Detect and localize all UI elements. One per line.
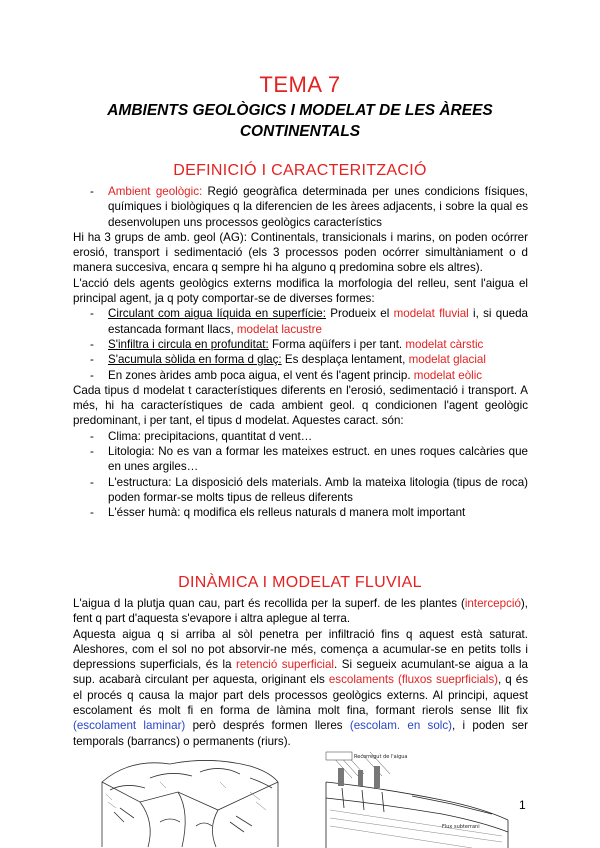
page-number: 1 — [519, 798, 526, 812]
item-lead: S'acumula sòlida en forma d glaç: — [108, 353, 282, 367]
list-item: - Litologia: No es van a formar les mateixes estruct. en unes roques calcàries que en unes argiles… — [73, 444, 528, 475]
page-title: TEMA 7 — [259, 72, 341, 97]
term-modelat-eolic: modelat eòlic — [413, 368, 483, 382]
figures-row — [100, 748, 520, 848]
item-text: Es desplaça lentament, — [281, 353, 409, 367]
list-item: - L'ésser humà: q modifica els relleus naturals d manera molt important — [73, 505, 528, 520]
term-intercepcio: intercepció — [464, 597, 521, 610]
term-escolaments: escolaments (fluxos sueprficials) — [328, 673, 498, 687]
section-body-dinamica — [73, 596, 528, 749]
section-heading-definicio: DEFINICIÓ I CARACTERITZACIÓ — [173, 162, 427, 179]
item-text: Produeix el — [325, 307, 394, 321]
figure-label-top: Recorregut de l'aigua — [354, 754, 408, 760]
definition-term: Ambient geològic: — [108, 185, 203, 198]
list-item — [73, 306, 528, 337]
text-run: . Si segueix acumulant-se aigua a la sup. acabarà circulant per aquesta, originant els — [73, 658, 528, 687]
term-modelat-glacial: modelat glacial — [408, 353, 486, 367]
text-run: , q és el procés q causa la major part dels processos geològics externs. Al principi, aquest escolament és molt fi en forma de làmina molt fina, formant rierols sense llit fix — [73, 673, 529, 718]
item-text: En zones àrides amb poca aigua, el vent és l'agent princip. — [108, 368, 414, 382]
figure-label-flow: Flux subterrani — [442, 824, 480, 830]
list-item: - L'estructura: La disposició dels materials. Amb la mateixa litologia (tipus de roca) poden formar-se molts tipus de relleus diferents — [73, 475, 528, 506]
paragraph-agents: L'acció dels agents geològics externs modifica la morfologia del relleu, sent l'aigua el principal agent, ja q poty comportar-se de diverses formes: — [73, 276, 528, 306]
section-heading-dinamica: DINÀMICA I MODELAT FLUVIAL — [178, 574, 422, 591]
definition-item — [73, 184, 528, 230]
list-item — [73, 368, 528, 383]
term-modelat-lacustre: modelat lacustre — [236, 322, 322, 336]
section-body-definicio — [73, 184, 528, 521]
water-cycle-figure — [322, 748, 512, 848]
term-escolament-laminar: (escolament laminar) — [73, 719, 186, 733]
characteristics-list — [73, 429, 528, 521]
term-modelat-fluvial: modelat fluvial — [393, 307, 469, 321]
list-item — [73, 352, 528, 367]
definition-text: Regió geogràfica determinada per unes condicions físiques, químiques i biològiques q la diferencien de les àrees adjacents, i sobre la qual es desenvolupen uns processos geològics característics — [108, 185, 528, 229]
paragraph-characteristics: Cada tipus d modelat t característiques diferents en l'erosió, sedimentació i transport. A més, hi ha característiques de cada ambient geol. q condicionen l'agent geològic predominant, i per tant, el tipus d modelat. Aquestes caract. són: — [73, 383, 528, 428]
text-run: però després formen lleres — [185, 719, 350, 733]
item-text: Forma aqüífers i per tant. — [268, 337, 406, 351]
paragraph-ag-groups: Hi ha 3 grups de amb. geol (AG): Continentals, transicionals i marins, on poden ocórrer erosió, transport i sedimentació (els 3 processos poden ocórrer simultàniament o d manera succesiva, encara q sempre hi ha alguno q predomina sobre els altres). — [73, 230, 528, 275]
term-escolament-solc: (escolam. en solc) — [349, 719, 453, 733]
text-run: ), fent q part d'aquesta s'evapore i altra aplegue al terra. — [73, 597, 528, 626]
paragraph-interception — [73, 596, 528, 627]
text-run: Aquesta aigua q si arriba al sòl penetra per infiltració fins q aquest està saturat. Aleshores, com el sol no pot absorvir-ne més, comença a acumular-se en petits tolls i depressions superficials, és la — [73, 627, 528, 672]
term-modelat-carstic: modelat càrstic — [405, 337, 484, 351]
text-run: , i poden ser temporals (barrancs) o permanents (riurs). — [73, 719, 528, 748]
text-run: L'aigua d la plutja quan cau, part és recollida per la superf. de les plantes ( — [73, 597, 465, 610]
term-retencio-superficial: retenció superficial — [236, 658, 334, 672]
paragraph-infiltration — [73, 627, 528, 749]
item-lead: S'infiltra i circula en profunditat: — [108, 337, 269, 351]
list-item: - Clima: precipitacions, quantitat d vent… — [73, 429, 528, 444]
water-forms-list — [73, 306, 528, 382]
list-item — [73, 337, 528, 352]
item-text: i, si queda estancada formant llacs, — [108, 307, 529, 336]
definition-list — [73, 184, 528, 230]
page-subtitle: AMBIENTS GEOLÒGICS I MODELAT DE LES ÀREES CONTINENTALS — [107, 102, 493, 140]
landscape-sketch-figure — [100, 752, 280, 848]
item-lead: Circulant com aigua líquida en superfície: — [108, 307, 326, 321]
